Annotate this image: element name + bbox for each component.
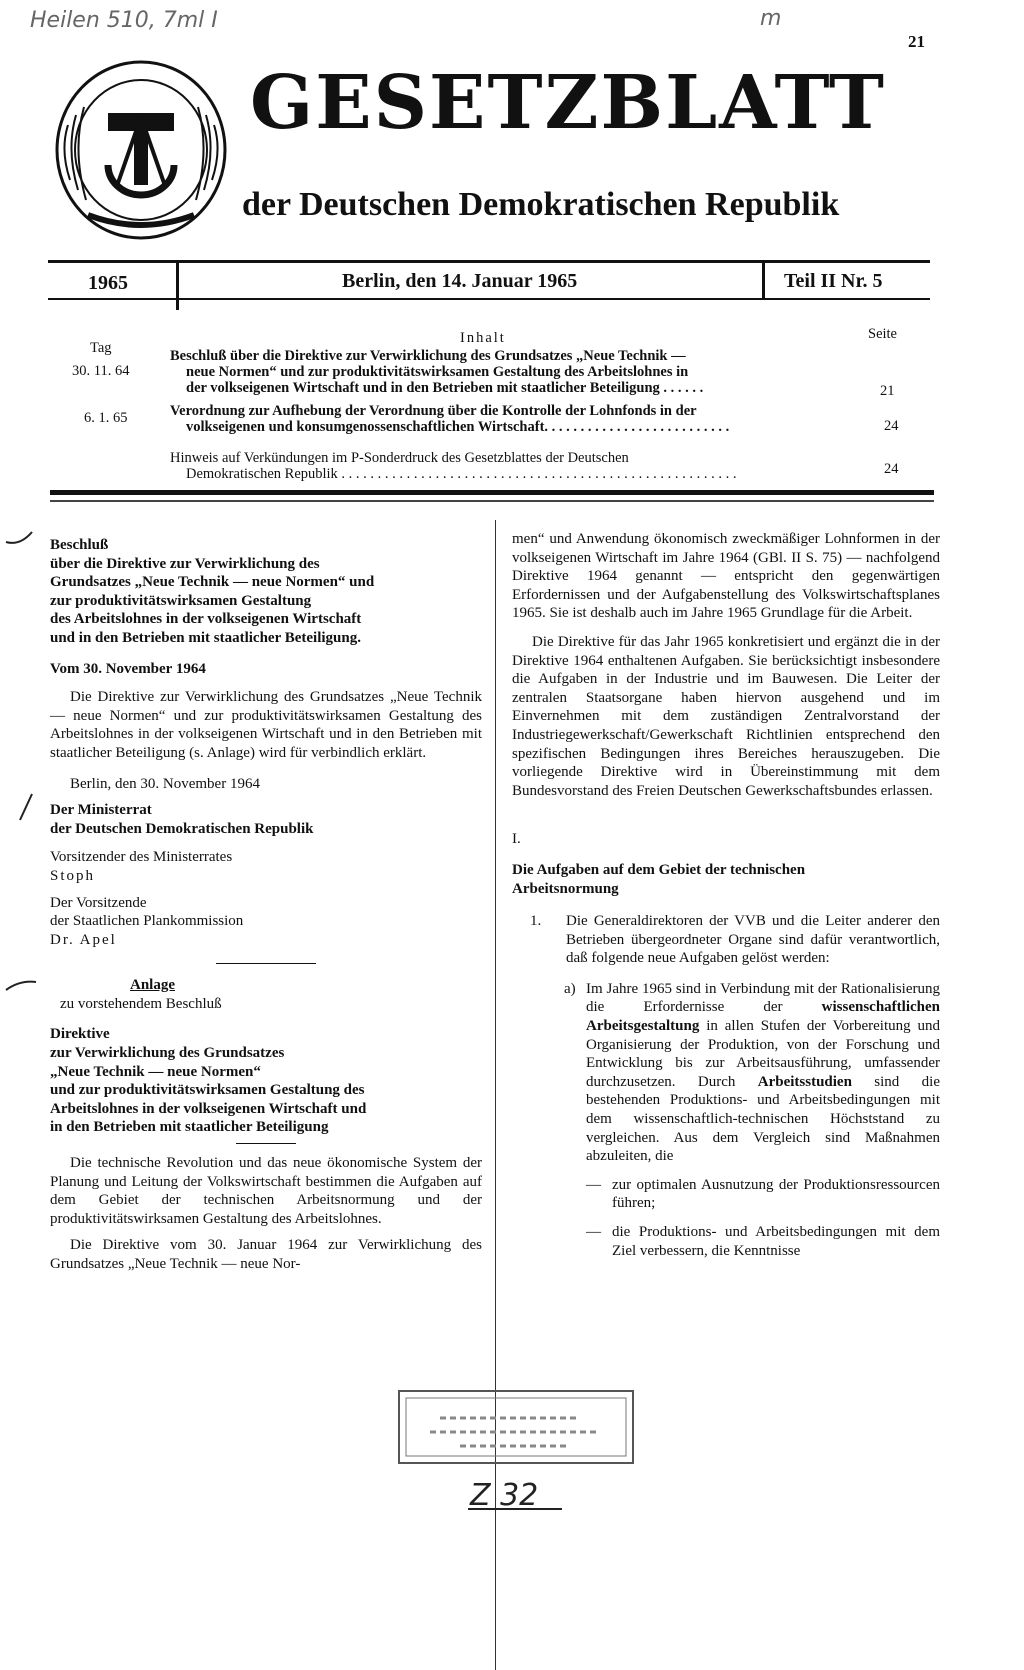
decision-heading-line: über die Direktive zur Verwirklichung des	[50, 555, 320, 572]
left-column	[50, 536, 482, 1274]
signatory-name: Dr. Apel	[50, 931, 117, 948]
decision-heading-line: des Arbeitslohnes in der volkseigenen Wirtschaft	[50, 611, 362, 628]
toc-entry: Beschluß über die Direktive zur Verwirklichung des Grundsatzes „Neue Technik — neue Normen“ und zur produktivitätswirksamen Gestaltung des Arbeitslohnes in der volkseigenen Wirtschaft und in den Betrieben mit staatlicher Beteiligung . . . . . .	[170, 348, 704, 396]
toc-column-seite: Seite	[868, 326, 897, 342]
toc-entry: Verordnung zur Aufhebung der Verordnung über die Kontrolle der Lohnfonds in der volkseigenen und konsumgenossenschaftlichen Wirtschaft. . . . . . . . . . . . . . . . . . . . . . . . . .	[170, 403, 730, 435]
text-run: Im Jahre 1965 sind in Verbindung mit der Rationalisierung die Erfordernisse der	[586, 980, 940, 1016]
signatory-title: Der Vorsitzende	[50, 894, 147, 911]
paragraph: zur optimalen Ausnutzung der Produktionsressourcen führen;	[612, 1176, 940, 1212]
directive-heading-line: zur Verwirklichung des Grundsatzes	[50, 1045, 285, 1062]
divider	[216, 963, 316, 964]
paragraph: Die Direktive zur Verwirklichung des Grundsatzes „Neue Technik — neue Normen“ und zur produktivitätswirksamen Gestaltung des Arbeitslohnes in der volkseigenen Wirtschaft und in den Betrieben mit staatlicher Beteiligung (s. Anlage) wird für verbindlich erklärt.	[50, 689, 482, 761]
state-emblem-icon	[48, 55, 234, 245]
directive-heading-line: „Neue Technik — neue Normen“	[50, 1063, 261, 1080]
list-item	[512, 1223, 940, 1260]
toc-heading: Inhalt	[460, 330, 506, 346]
emphasis: Arbeitsstudien	[757, 1073, 852, 1090]
paragraph: die Produktions- und Arbeitsbedingungen mit dem Ziel verbessern, die Kenntnisse	[612, 1224, 940, 1259]
page-number: 21	[908, 32, 925, 51]
decision-heading-line: Grundsatzes „Neue Technik — neue Normen“ und	[50, 574, 375, 591]
list-item	[512, 1176, 940, 1213]
signatory-title: Vorsitzender des Ministerrates	[50, 849, 233, 866]
divider	[50, 490, 934, 495]
paragraph: Die technische Revolution und das neue ökonomische System der Planung und Leitung der Volkswirtschaft bestimmen die Aufgaben auf dem Gebiet der technischen Arbeitsnormung und der produktivitätswirksamen Gestaltung des Arbeitslohnes.	[50, 1155, 482, 1227]
signatory-title: der Staatlichen Plankommission	[50, 913, 244, 930]
decision-date: Vom 30. November 1964	[50, 660, 206, 677]
handwritten-note: Heilen 510, 7ml I	[30, 8, 218, 33]
stamp-handwritten-mark	[462, 1475, 582, 1513]
issue-part-number: Teil II Nr. 5	[784, 270, 883, 292]
list-dash: —	[586, 1224, 601, 1240]
text-run: in allen Stufen der Vorbereitung und Organisierung der Produktion, von der Forschung und Entwicklung bis zur Arbeitsausführung, umfassender durchzusetzen. Durch	[586, 1018, 940, 1090]
decision-title: Beschluß	[50, 537, 109, 553]
toc-page: 24	[884, 418, 899, 434]
directive-heading-line: in den Betrieben mit staatlicher Beteiligung	[50, 1119, 329, 1136]
list-number: 1.	[530, 913, 542, 930]
section-number: I.	[512, 831, 521, 848]
directive-title: Direktive	[50, 1026, 110, 1043]
paragraph: Die Direktive für das Jahr 1965 konkretisiert und ergänzt die in der Direktive 1964 enthaltenen Aufgaben. Sie berücksichtigt insbesondere die Aufgaben in der Industrie und im Bauwesen. Die Leiter der zentralen Staatsorgane haben hiervon ausgehend und im Einvernehmen mit dem zuständigen Zentralvorstand der Industriegewerkschaft/Gewerkschaft Richtlinien entsprechend den spezifischen Bedingungen ihres Bereiches herauszugeben. Die vorliegende Direktive wird in Übereinstimmung mit dem Bundesvorstand des Freien Deutschen Gewerkschaftsbundes erlassen.	[512, 633, 940, 799]
stamp-handwritten-text: Z 32	[470, 1478, 539, 1513]
list-item	[512, 980, 940, 1166]
paragraph	[586, 980, 940, 1166]
place-date: Berlin, den 30. November 1964	[70, 775, 260, 792]
decision-heading-line: zur produktivitätswirksamen Gestaltung	[50, 592, 312, 609]
signatory-body: der Deutschen Demokratischen Republik	[50, 820, 314, 837]
gazette-subtitle: der Deutschen Demokratischen Republik	[242, 186, 840, 223]
text-run: sind die bestehenden Produktions- und Arbeitsbedingungen mit dem wissenschaftlich-technischen Höchststand zu vergleichen. Aus dem Vergleich sind Maßnahmen abzuleiten, die	[586, 1073, 940, 1165]
library-stamp	[398, 1390, 634, 1464]
divider	[762, 262, 765, 300]
list-dash: —	[586, 1176, 601, 1193]
directive-heading-line: Arbeitslohnes in der volkseigenen Wirtschaft und	[50, 1100, 367, 1117]
directive-heading-line: und zur produktivitätswirksamen Gestaltung des	[50, 1082, 365, 1099]
toc-column-tag: Tag	[90, 340, 112, 356]
divider	[50, 500, 934, 502]
toc-page: 21	[880, 383, 895, 399]
toc-date: 6. 1. 65	[84, 410, 128, 426]
margin-pen-marks	[2, 520, 42, 1000]
toc-page: 24	[884, 461, 899, 477]
decision-heading-line: und in den Betrieben mit staatlicher Beteiligung.	[50, 629, 361, 646]
paragraph: Die Direktive vom 30. Januar 1964 zur Verwirklichung des Grundsatzes „Neue Technik — neue Nor-	[50, 1237, 482, 1272]
emphasis: wissenschaftlichen Arbeitsgestaltung	[586, 999, 940, 1035]
list-label: a)	[564, 980, 576, 997]
signatory-name: Stoph	[50, 867, 96, 884]
section-heading: Arbeitsnormung	[512, 880, 619, 897]
right-column	[512, 530, 940, 1260]
toc-entry: Hinweis auf Verkündungen im P-Sonderdruck des Gesetzblattes der Deutschen Demokratischen Republik . . . . . . . . . . . . . . . . . . . . . . . . . . . . . . . . . . . . . . . . . . . . . . . . . . . . . . .	[170, 450, 737, 482]
annex-subtitle: zu vorstehendem Beschluß	[60, 995, 222, 1012]
gazette-title: GESETZBLATT	[250, 60, 886, 146]
toc-date: 30. 11. 64	[72, 363, 130, 379]
section-heading: Die Aufgaben auf dem Gebiet der technischen	[512, 861, 806, 878]
divider	[48, 298, 930, 300]
paragraph: Die Generaldirektoren der VVB und die Leiter anderer den Betrieben übergeordneter Organe sind dafür verantwortlich, daß folgende neue Aufgaben gelöst werden:	[566, 913, 940, 967]
issue-place-date: Berlin, den 14. Januar 1965	[342, 270, 578, 292]
divider	[176, 262, 179, 310]
stamp-text-image	[400, 1392, 632, 1462]
annex-label: Anlage	[130, 977, 175, 994]
divider	[236, 1143, 296, 1144]
handwritten-mark: m	[760, 6, 782, 31]
paragraph: men“ und Anwendung ökonomisch zweckmäßiger Lohnformen in der volkseigenen Wirtschaft im Jahre 1964 (GBl. II S. 75) — nachfolgend Direktive 1964 genannt — entspricht den gegenwärtigen Erfordernissen und der Aufgabenstellung des Volkswirtschaftsplanes 1965. Sie ist deshalb auch im Jahre 1965 Grundlage für die Arbeit.	[512, 531, 940, 622]
signatory-body: Der Ministerrat	[50, 802, 152, 819]
issue-year: 1965	[88, 272, 128, 294]
list-item	[512, 912, 940, 968]
divider	[48, 260, 930, 263]
